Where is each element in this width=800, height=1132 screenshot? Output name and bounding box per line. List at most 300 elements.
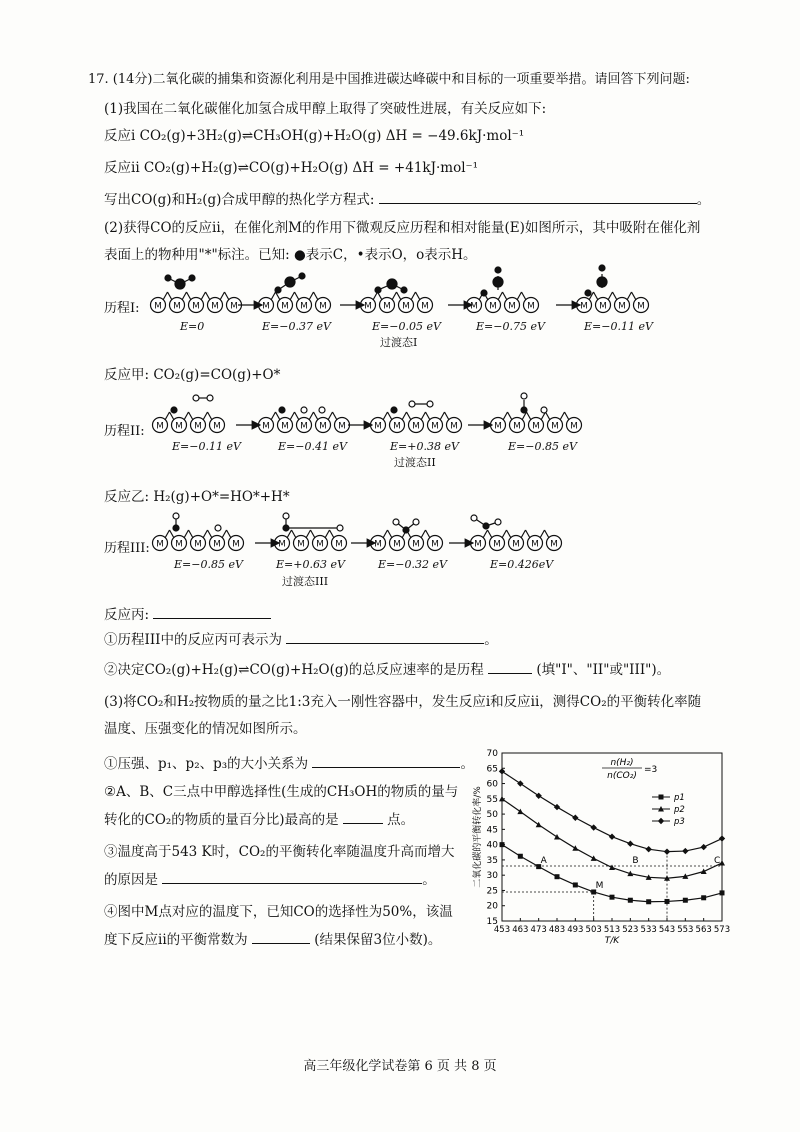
p3s4-m-label: M: [493, 539, 501, 550]
p2s2-bond: [271, 412, 276, 420]
annotation-C: C: [714, 856, 721, 867]
reaction-bing: [104, 603, 271, 623]
annotation-A: A: [540, 856, 547, 867]
p3s2-hydrogen-atom: [337, 525, 343, 531]
p2s4-bond: [565, 412, 570, 420]
reaction-i: 反应i CO₂(g)+3H₂(g)⇌CH₃OH(g)+H₂O(g) ΔH = −49.6kJ·mol⁻¹: [104, 128, 525, 144]
p1s1-m-label: M: [230, 301, 238, 312]
q2-2-tail: (填"I"、"II"或"III")。: [536, 662, 671, 678]
p2s3-bond: [407, 412, 412, 420]
p2s1-bond: [184, 412, 189, 420]
p2s2-m-label: M: [262, 421, 270, 432]
p1s3-oxygen-atom: [401, 287, 407, 293]
p3s3-m-label: M: [431, 539, 439, 550]
p2s2-m-label: M: [300, 421, 308, 432]
page-footer: 高三年级化学试卷第 6 页 共 8 页: [303, 1059, 497, 1074]
q3-2b-text: 转化的CO₂的物质的量百分比)最高的是: [104, 812, 339, 828]
p3s1-bond: [184, 530, 189, 538]
p3s1-hydrogen-atom: [215, 525, 221, 531]
q3-3b-text: 的原因是: [104, 872, 158, 888]
part1-intro: (1)我国在二氧化碳催化加氢合成甲醇上取得了突破性进展，有关反应如下:: [104, 101, 547, 117]
p1s4-oxygen-atom: [495, 267, 501, 273]
p1s2-bond: [295, 292, 300, 300]
path2-energy-3: E=+0.38 eV: [390, 440, 459, 453]
q2-1-text: ①历程III中的反应丙可表示为: [104, 632, 282, 648]
answer-blank-3-3[interactable]: [162, 869, 422, 884]
p3s4-bond: [502, 530, 507, 538]
p1s3-bond: [416, 292, 421, 300]
p1s5-oxygen-atom: [599, 265, 605, 271]
p2s2-bond: [295, 412, 300, 420]
p1s1-bond: [206, 292, 211, 300]
p1s1-bond: [220, 292, 225, 300]
p1s3-bond: [411, 292, 416, 300]
path1-transition-state: 过渡态I: [380, 336, 418, 349]
p2s3-bond: [426, 412, 431, 420]
p2s4-bond: [503, 412, 508, 420]
p2s3-hydrogen-atom: [409, 401, 415, 407]
path2-energy-1: E=−0.11 eV: [172, 440, 241, 453]
p1s2-m-label: M: [262, 301, 270, 312]
y-tick-label: 25: [486, 886, 498, 897]
y-tick-label: 60: [486, 779, 498, 790]
y-tick-label: 45: [486, 825, 498, 836]
p3s2-m-label: M: [335, 539, 343, 550]
p1s2-oxygen-atom: [275, 287, 281, 293]
p2s1-oxygen-atom: [171, 407, 177, 413]
p3s1-m-label: M: [194, 539, 202, 550]
p2s2-bond: [328, 412, 333, 420]
p1s1-m-label: M: [211, 301, 219, 312]
path3-label: 历程III:: [104, 541, 150, 556]
q2-1: [104, 628, 498, 648]
p1s3-carbon-atom: [387, 279, 397, 289]
point-p1: [628, 898, 633, 903]
p1s1-oxygen-atom: [189, 275, 195, 281]
annotation-B: B: [632, 856, 639, 867]
p1s5-bond: [608, 292, 613, 300]
x-tick-label: 573: [713, 925, 731, 935]
p3s2-oxygen-atom: [283, 525, 289, 531]
p2s4-hydrogen-atom: [541, 407, 547, 413]
chart-title-numerator: n(H₂): [610, 758, 634, 768]
q3-1-text: ①压强、p₁、p₂、p₃的大小关系为: [104, 756, 309, 772]
point-p1: [500, 842, 505, 847]
p2s3-m-label: M: [431, 421, 439, 432]
p2s3-bond: [383, 412, 388, 420]
y-tick-label: 20: [486, 901, 498, 912]
path1-label: 历程I:: [104, 301, 140, 316]
point-p1: [518, 854, 523, 859]
point-p3: [664, 848, 670, 854]
p1s1-oxygen-atom: [165, 275, 171, 281]
p3s4-bond: [488, 530, 493, 538]
point-p2: [591, 855, 597, 861]
p2s4-bond: [527, 412, 532, 420]
point-p3: [609, 833, 615, 839]
p3s1-bond: [189, 530, 194, 538]
p1s3-m-label: M: [364, 301, 372, 312]
y-axis-label: 二氧化碳的平衡转化率/%: [473, 786, 483, 888]
p2s1-bond: [208, 412, 213, 420]
p1s4-m-label: M: [489, 301, 497, 312]
point-p3: [572, 815, 578, 821]
p1s4-bond: [503, 292, 508, 300]
point-p2: [701, 869, 707, 875]
point-p3: [627, 841, 633, 847]
p2s2-hydrogen-atom: [319, 407, 325, 413]
point-p1: [646, 899, 651, 904]
path1-energy-5: E=−0.11 eV: [584, 320, 653, 333]
point-p2: [554, 834, 560, 840]
p2s4-m-label: M: [513, 421, 521, 432]
answer-blank-bing[interactable]: [153, 604, 271, 619]
y-tick-label: 70: [486, 749, 498, 759]
y-tick-label: 35: [486, 855, 498, 866]
p1s5-bond: [632, 292, 637, 300]
y-tick-label: 50: [486, 810, 498, 821]
part2-line2: 表面上的物种用"*"标注。已知: ●表示C，•表示O，o表示H。: [104, 247, 477, 263]
q3-1: [104, 752, 474, 772]
p2s2-bond: [309, 412, 314, 420]
p2s3-m-label: M: [450, 421, 458, 432]
p2s3-m-label: M: [412, 421, 420, 432]
p3s1-hydrogen-atom: [173, 513, 179, 519]
p2s4-bond: [560, 412, 565, 420]
p1s4-m-label: M: [470, 301, 478, 312]
path3-transition-state: 过渡态III: [282, 575, 329, 588]
p3s4-m-label: M: [550, 539, 558, 550]
part3-line2: 温度、压强变化的情况如图所示。: [104, 721, 307, 737]
point-p3: [645, 846, 651, 852]
p3s3-m-label: M: [412, 539, 420, 550]
p3s3-hydrogen-atom: [393, 519, 399, 525]
p1s2-oxygen-atom: [299, 273, 305, 279]
p1s1-bond: [168, 292, 173, 300]
point-p1: [720, 890, 725, 895]
p1s4-m-label: M: [508, 301, 516, 312]
p2s3-hydrogen-atom: [427, 401, 433, 407]
x-tick-label: 453: [493, 925, 511, 935]
p2s1-hydrogen-atom: [193, 395, 199, 401]
p2s2-m-label: M: [281, 421, 289, 432]
point-p3: [700, 844, 706, 850]
q3-3a: ③温度高于543 K时，CO₂的平衡转化率随温度升高而增大: [104, 844, 455, 860]
p3s1-m-label: M: [156, 539, 164, 550]
p2s4-m-label: M: [570, 421, 578, 432]
answer-blank-3-1[interactable]: [312, 753, 460, 768]
p1s5-m-label: M: [580, 301, 588, 312]
p1s2-m-label: M: [281, 301, 289, 312]
p1s1-bond: [182, 292, 187, 300]
point-p1: [573, 882, 578, 887]
p3s4-m-label: M: [474, 539, 482, 550]
p3s3-m-label: M: [374, 539, 382, 550]
p3s4-bond: [545, 530, 550, 538]
point-p3: [682, 848, 688, 854]
path1-energy-3: E=−0.05 eV: [372, 320, 441, 333]
x-tick-label: 563: [695, 925, 712, 935]
p2s4-hydrogen-atom: [521, 393, 527, 399]
point-p1: [683, 898, 688, 903]
p3s3-m-label: M: [393, 539, 401, 550]
path3-energy-4: E=0.426eV: [490, 558, 554, 571]
q3-4b-text: 度下反应ii的平衡常数为: [104, 932, 248, 948]
path2-energy-2: E=−0.41 eV: [278, 440, 347, 453]
x-tick-label: 543: [658, 925, 676, 935]
path1-energy-1: E=0: [180, 320, 205, 333]
legend-label-p1: p1: [674, 793, 685, 803]
p2s2-m-label: M: [319, 421, 327, 432]
y-tick-label: 15: [486, 917, 498, 927]
p3s4-m-label: M: [531, 539, 539, 550]
p1s2-bond: [314, 292, 319, 300]
p1s1-m-label: M: [154, 301, 162, 312]
x-tick-label: 513: [603, 925, 621, 935]
series-line-p1: [502, 845, 722, 902]
p1s5-m-label: M: [599, 301, 607, 312]
p2s1-bond: [165, 412, 170, 420]
p3s3-bond: [383, 530, 388, 538]
p2s2-oxygen-atom: [279, 407, 285, 413]
p3s2-bond: [311, 530, 316, 538]
x-tick-label: 483: [548, 925, 566, 935]
period-1: 。: [696, 192, 711, 208]
p3s1-m-label: M: [232, 539, 240, 550]
p1s4-oxygen-atom: [481, 290, 487, 296]
p2s4-m-label: M: [532, 421, 540, 432]
p3s3-bond: [421, 530, 426, 538]
p2s1-bond: [203, 412, 208, 420]
p3s4-hydrogen-atom: [471, 515, 477, 521]
p3s3-bond: [388, 530, 393, 538]
answer-blank-1[interactable]: [379, 189, 697, 204]
answer-blank-2-2[interactable]: [488, 659, 532, 674]
q3-2b: [104, 808, 414, 828]
x-axis-label: T/K: [604, 936, 620, 946]
question-intro: 17. (14分)二氧化碳的捕集和资源化利用是中国推进碳达峰碳中和目标的一项重要举措。请回答下列问题:: [88, 72, 690, 87]
q3-2c-text: 点。: [387, 812, 415, 828]
p3s2-bond: [330, 530, 335, 538]
p3s2-bond: [325, 530, 330, 538]
q2-2: [104, 658, 670, 678]
p1s3-bond: [392, 292, 397, 300]
legend-marker-p3: [658, 818, 664, 824]
p2s4-m-label: M: [551, 421, 559, 432]
legend-label-p2: p2: [674, 805, 685, 815]
p3s1-bond: [170, 530, 175, 538]
p1s4-bond: [498, 292, 503, 300]
y-tick-label: 40: [486, 840, 498, 851]
path2-transition-state: 过渡态II: [394, 456, 436, 469]
p3s4-bond: [526, 530, 531, 538]
point-p3: [535, 793, 541, 799]
p2s3-bond: [421, 412, 426, 420]
part1-question-text: 写出CO(g)和H₂(g)合成甲醇的热化学方程式:: [104, 192, 375, 208]
path3-energy-3: E=−0.32 eV: [378, 558, 447, 571]
p1s2-m-label: M: [300, 301, 308, 312]
p3s1-bond: [222, 530, 227, 538]
x-tick-label: 473: [530, 925, 547, 935]
p1s2-m-label: M: [319, 301, 327, 312]
p1s4-bond: [522, 292, 527, 300]
p3s4-bond: [483, 530, 488, 538]
point-p3: [590, 824, 596, 830]
period-3: 。: [460, 756, 474, 772]
p3s2-bond: [306, 530, 311, 538]
conversion-chart: [470, 745, 745, 960]
p2s2-bond: [276, 412, 281, 420]
p1s5-bond: [594, 292, 599, 300]
p2s1-m-label: M: [194, 421, 202, 432]
p3s2-bond: [287, 530, 292, 538]
p2s2-hydrogen-atom: [301, 407, 307, 413]
p3s1-bond: [227, 530, 232, 538]
y-tick-label: 30: [486, 871, 498, 882]
answer-blank-3-2[interactable]: [343, 809, 383, 824]
reaction-jia: 反应甲: CO₂(g)=CO(g)+O*: [104, 367, 281, 383]
point-p3: [499, 768, 505, 774]
p1s4-carbon-atom: [493, 277, 503, 287]
p1s1-bond: [225, 292, 230, 300]
part2-line1: (2)获得CO的反应ii，在催化剂M的作用下微观反应历程和相对能量(E)如图所示，其中吸附在催化剂: [104, 220, 701, 236]
p3s3-hydrogen-atom: [413, 519, 419, 525]
path2-label: 历程II:: [104, 424, 145, 439]
p1s5-m-label: M: [618, 301, 626, 312]
p1s5-carbon-atom: [597, 277, 607, 287]
point-p2: [572, 845, 578, 851]
p3s3-bond: [426, 530, 431, 538]
answer-blank-3-4[interactable]: [252, 929, 310, 944]
reaction-ii: 反应ii CO₂(g)+H₂(g)⇌CO(g)+H₂O(g) ΔH = +41kJ·mol⁻¹: [104, 160, 479, 176]
y-tick-label: 65: [486, 764, 498, 775]
point-p1: [555, 874, 560, 879]
p1s5-oxygen-atom: [585, 290, 591, 296]
p2s2-bond: [290, 412, 295, 420]
path3-energy-2: E=+0.63 eV: [276, 558, 345, 571]
p2s1-m-label: M: [175, 421, 183, 432]
p3s2-m-label: M: [297, 539, 305, 550]
path3-energy-1: E=−0.85 eV: [174, 558, 243, 571]
p3s4-hydrogen-atom: [495, 519, 501, 525]
p2s3-bond: [388, 412, 393, 420]
p1s2-bond: [290, 292, 295, 300]
x-tick-label: 553: [677, 925, 694, 935]
p1s3-m-label: M: [402, 301, 410, 312]
p1s3-oxygen-atom: [375, 287, 381, 293]
p2s4-bond: [508, 412, 513, 420]
period-2: 。: [484, 632, 498, 648]
p2s3-m-label: M: [393, 421, 401, 432]
y-tick-label: 55: [486, 794, 498, 805]
x-tick-label: 503: [585, 925, 602, 935]
part3-line1: (3)将CO₂和H₂按物质的量之比1:3充入一刚性容器中，发生反应i和反应ii，测得CO₂的平衡转化率随: [104, 694, 702, 710]
p1s1-m-label: M: [173, 301, 181, 312]
p2s2-bond: [314, 412, 319, 420]
chart-title-denominator: n(CO₂): [607, 771, 637, 781]
p2s4-m-label: M: [494, 421, 502, 432]
p1s4-m-label: M: [527, 301, 535, 312]
p3s2-m-label: M: [316, 539, 324, 550]
q3-2a: ②A、B、C三点中甲醇选择性(生成的CH₃OH的物质的量与: [104, 784, 459, 800]
point-p3: [719, 835, 725, 841]
part1-question: [104, 188, 710, 208]
p3s4-bond: [507, 530, 512, 538]
q3-3b: [104, 868, 436, 888]
path2-energy-4: E=−0.85 eV: [508, 440, 577, 453]
p2s1-m-label: M: [213, 421, 221, 432]
reaction-yi: 反应乙: H₂(g)+O*=HO*+H*: [104, 489, 290, 505]
q3-4c-text: (结果保留3位小数)。: [314, 932, 442, 948]
p1s1-carbon-atom: [175, 279, 185, 289]
p3s2-m-label: M: [278, 539, 286, 550]
x-tick-label: 523: [622, 925, 639, 935]
path1-energy-4: E=−0.75 eV: [476, 320, 545, 333]
annotation-M: M: [595, 880, 604, 891]
legend-marker-p1: [659, 795, 664, 800]
p2s3-bond: [440, 412, 445, 420]
point-p1: [610, 895, 615, 900]
p3s4-bond: [521, 530, 526, 538]
p1s2-carbon-atom: [285, 277, 295, 287]
p3s4-m-label: M: [512, 539, 520, 550]
p3s2-hydrogen-atom: [283, 513, 289, 519]
p1s4-bond: [517, 292, 522, 300]
p3s2-bond: [292, 530, 297, 538]
p1s1-bond: [163, 292, 168, 300]
point-p3: [517, 780, 523, 786]
q2-2-text: ②决定CO₂(g)+H₂(g)⇌CO(g)+H₂O(g)的总反应速率的是历程: [104, 662, 484, 678]
x-tick-label: 463: [512, 925, 529, 935]
p3s1-bond: [165, 530, 170, 538]
p2s3-m-label: M: [374, 421, 382, 432]
period-4: 。: [422, 872, 436, 888]
path1-energy-2: E=−0.37 eV: [262, 320, 331, 333]
chart-title-equals: =3: [644, 765, 658, 775]
p1s5-bond: [613, 292, 618, 300]
p2s3-bond: [402, 412, 407, 420]
p1s3-bond: [397, 292, 402, 300]
p1s3-m-label: M: [383, 301, 391, 312]
legend-label-p3: p3: [674, 817, 685, 827]
p1s2-bond: [271, 292, 276, 300]
p2s4-bond: [546, 412, 551, 420]
p1s3-m-label: M: [421, 301, 429, 312]
p2s2-m-label: M: [338, 421, 346, 432]
reaction-bing-label: 反应丙:: [104, 607, 150, 623]
p1s2-bond: [309, 292, 314, 300]
p2s3-oxygen-atom: [391, 407, 397, 413]
point-p3: [554, 804, 560, 810]
p2s1-hydrogen-atom: [207, 395, 213, 401]
point-p1: [701, 895, 706, 900]
p3s4-oxygen-atom: [483, 523, 489, 529]
p1s1-m-label: M: [192, 301, 200, 312]
answer-blank-2-1[interactable]: [286, 629, 484, 644]
p2s2-bond: [333, 412, 338, 420]
p2s4-oxygen-atom: [521, 407, 527, 413]
p3s1-m-label: M: [175, 539, 183, 550]
q3-4a: ④图中M点对应的温度下，已知CO的选择性为50%，该温: [104, 904, 453, 920]
p1s1-bond: [201, 292, 206, 300]
p3s1-m-label: M: [213, 539, 221, 550]
x-tick-label: 533: [640, 925, 657, 935]
x-tick-label: 493: [567, 925, 584, 935]
q3-4b: [104, 928, 441, 948]
p2s1-m-label: M: [156, 421, 164, 432]
p3s4-bond: [540, 530, 545, 538]
p1s5-bond: [627, 292, 632, 300]
